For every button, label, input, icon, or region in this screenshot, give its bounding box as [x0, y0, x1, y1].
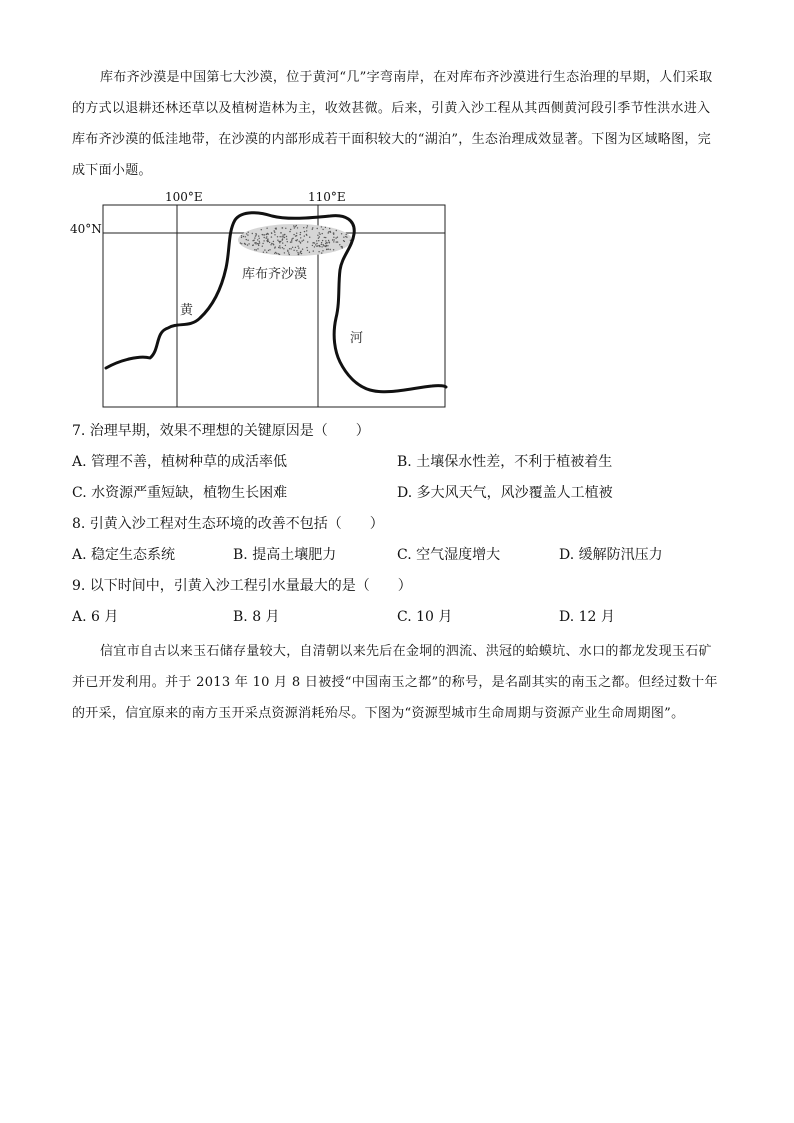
desert-dot [279, 241, 280, 242]
desert-dot [333, 232, 334, 233]
desert-dot [336, 241, 337, 242]
desert-dot [307, 250, 308, 251]
desert-dot [276, 253, 277, 254]
desert-dot [306, 247, 307, 248]
desert-dot [336, 230, 337, 231]
desert-dot [261, 229, 262, 230]
lon-110e-label: 110°E [308, 190, 346, 204]
q8-option-c[interactable]: C. 空气湿度增大 [397, 547, 501, 563]
desert-dot [266, 228, 267, 229]
desert-dot [286, 236, 287, 237]
desert-dot [247, 240, 248, 241]
desert-dot [343, 237, 344, 238]
desert-dot [282, 247, 283, 248]
desert-dot [245, 236, 246, 237]
desert-dot [300, 251, 301, 252]
desert-dot [275, 228, 276, 229]
desert-dot [297, 246, 298, 247]
desert-dot [284, 237, 285, 238]
desert-dot [322, 229, 323, 230]
region-map [60, 190, 450, 412]
desert-dot [290, 242, 291, 243]
desert-dot [298, 254, 299, 255]
desert-dot [300, 232, 301, 233]
desert-dot [282, 227, 283, 228]
desert-dot [277, 236, 278, 237]
desert-dot [291, 248, 292, 249]
desert-dot [301, 240, 302, 241]
desert-dot [274, 247, 275, 248]
desert-dot [282, 238, 283, 239]
desert-dot [267, 238, 268, 239]
q7-option-a[interactable]: A. 管理不善，植树种草的成活率低 [72, 454, 288, 470]
q9-option-a[interactable]: A. 6 月 [72, 609, 119, 625]
desert-dot [307, 225, 308, 226]
desert-dot [307, 241, 308, 242]
desert-dot [285, 245, 286, 246]
desert-dot [304, 235, 305, 236]
desert-dot [285, 228, 286, 229]
desert-dot [271, 232, 272, 233]
desert-dot [287, 241, 288, 242]
desert-dot [328, 232, 329, 233]
q7-option-c[interactable]: C. 水资源严重短缺，植物生长困难 [72, 485, 288, 501]
passage-1: 库布齐沙漠是中国第七大沙漠，位于黄河“几”字弯南岸，在对库布齐沙漠进行生态治理的早期，人们采取的方式以退耕还林还草以及植树造林为主，收效甚微。后来，引黄入沙工程从其西侧黄河段引季节性洪水进入库布齐沙漠的低洼地带，在沙漠的内部形成若干面积较大的“湖泊”，生态治理成效显著。下图为区域略图，完成下面小题。 [72, 70, 713, 178]
desert-dot [328, 241, 329, 242]
desert-dot [346, 237, 347, 238]
desert-dot [319, 245, 320, 246]
desert-dot [303, 227, 304, 228]
desert-dot [254, 237, 255, 238]
desert-dot [296, 235, 297, 236]
desert-dot [302, 249, 303, 250]
desert-dot [259, 242, 260, 243]
desert-dot [258, 235, 259, 236]
q8-option-b[interactable]: B. 提高土壤肥力 [233, 547, 337, 563]
desert-dot [322, 240, 323, 241]
desert-dot [321, 244, 322, 245]
desert-dot [255, 233, 256, 234]
desert-dot [324, 237, 325, 238]
desert-dot [279, 242, 280, 243]
q9-option-c[interactable]: C. 10 月 [397, 609, 453, 625]
desert-dot [333, 241, 334, 242]
desert-dot [259, 238, 260, 239]
desert-dot [321, 252, 322, 253]
desert-dot [296, 250, 297, 251]
desert-dot [297, 227, 298, 228]
desert-dot [248, 243, 249, 244]
desert-dot [243, 236, 244, 237]
desert-dot [341, 246, 342, 247]
desert-dot [247, 234, 248, 235]
desert-dot [298, 247, 299, 248]
desert-dot [274, 230, 275, 231]
desert-dot [279, 254, 280, 255]
desert-dot [328, 231, 329, 232]
desert-dot [280, 236, 281, 237]
desert-dot [292, 247, 293, 248]
desert-dot [297, 252, 298, 253]
desert-dot [341, 233, 342, 234]
desert-dot [254, 249, 255, 250]
desert-dot [294, 227, 295, 228]
desert-dot [292, 238, 293, 239]
desert-dot [267, 233, 268, 234]
desert-dot [274, 234, 275, 235]
desert-dot [252, 245, 253, 246]
desert-dot [321, 246, 322, 247]
desert-dot [241, 237, 242, 238]
desert-dot [274, 253, 275, 254]
desert-dot [319, 234, 320, 235]
desert-dot [296, 225, 297, 226]
desert-dot [293, 225, 294, 226]
desert-dot [315, 244, 316, 245]
desert-dot [312, 229, 313, 230]
desert-dot [291, 240, 292, 241]
desert-dot [281, 236, 282, 237]
desert-dot [256, 234, 257, 235]
desert-dot [344, 241, 345, 242]
desert-dot [300, 237, 301, 238]
desert-dot [255, 243, 256, 244]
desert-dot [330, 249, 331, 250]
desert-dot [309, 252, 310, 253]
desert-dot [267, 241, 268, 242]
desert-dot [244, 243, 245, 244]
desert-dot [283, 248, 284, 249]
q7-option-b[interactable]: B. 土壤保水性差，不利于植被着生 [397, 454, 613, 470]
desert-dot [279, 247, 280, 248]
desert-dot [337, 241, 338, 242]
desert-dot [300, 242, 301, 243]
desert-dot [289, 231, 290, 232]
desert-dot [262, 246, 263, 247]
desert-dot [282, 234, 283, 235]
desert-dot [282, 242, 283, 243]
desert-dot [321, 226, 322, 227]
desert-dot [309, 237, 310, 238]
desert-dot [277, 240, 278, 241]
desert-dot [342, 247, 343, 248]
desert-dot [327, 245, 328, 246]
desert-dot [266, 252, 267, 253]
desert-dot [316, 243, 317, 244]
desert-dot [271, 243, 272, 244]
desert-dot [295, 247, 296, 248]
desert-dot [257, 248, 258, 249]
desert-dot [323, 245, 324, 246]
desert-dot [319, 232, 320, 233]
q8-option-d[interactable]: D. 缓解防汛压力 [559, 547, 663, 563]
desert-dot [270, 244, 271, 245]
desert-dot [322, 250, 323, 251]
desert-dot [326, 249, 327, 250]
desert-dot [264, 234, 265, 235]
desert-dot [326, 245, 327, 246]
desert-dot [252, 233, 253, 234]
desert-dot [346, 234, 347, 235]
desert-dot [266, 234, 267, 235]
desert-dot [263, 252, 264, 253]
desert-dot [297, 239, 298, 240]
desert-dot [247, 244, 248, 245]
q8-option-a[interactable]: A. 稳定生态系统 [72, 547, 176, 563]
desert-dot [316, 240, 317, 241]
question-7-stem: 7. 治理早期，效果不理想的关键原因是（ ） [72, 423, 370, 439]
q9-option-d[interactable]: D. 12 月 [559, 609, 615, 625]
desert-dot [278, 247, 279, 248]
desert-dot [322, 233, 323, 234]
desert-dot [283, 236, 284, 237]
desert-dot [319, 236, 320, 237]
desert-dot [262, 234, 263, 235]
desert-dot [306, 227, 307, 228]
desert-dot [303, 240, 304, 241]
desert-dot [333, 237, 334, 238]
desert-dot [301, 253, 302, 254]
desert-dot [264, 249, 265, 250]
desert-dot [295, 226, 296, 227]
desert-dot [317, 228, 318, 229]
desert-dot [257, 239, 258, 240]
desert-dot [333, 234, 334, 235]
desert-dot [284, 234, 285, 235]
desert-dot [273, 244, 274, 245]
desert-dot [316, 246, 317, 247]
desert-dot [240, 242, 241, 243]
desert-dot [318, 251, 319, 252]
desert-dot [284, 252, 285, 253]
desert-dot [337, 237, 338, 238]
desert-dot [299, 241, 300, 242]
desert-dot [332, 239, 333, 240]
desert-dot [289, 248, 290, 249]
q7-option-d[interactable]: D. 多大风天气，风沙覆盖人工植被 [397, 485, 613, 501]
kubuqi-desert-stipple [238, 224, 352, 256]
desert-dot [306, 234, 307, 235]
desert-dot [317, 235, 318, 236]
desert-dot [333, 249, 334, 250]
desert-dot [264, 237, 265, 238]
desert-dot [329, 228, 330, 229]
desert-dot [256, 249, 257, 250]
river-char-huang: 黄 [180, 303, 194, 318]
desert-dot [253, 240, 254, 241]
desert-dot [339, 244, 340, 245]
desert-dot [274, 232, 275, 233]
desert-dot [325, 240, 326, 241]
lat-40n-label: 40°N [70, 222, 102, 236]
desert-dot [335, 237, 336, 238]
desert-dot [333, 239, 334, 240]
desert-dot [255, 242, 256, 243]
desert-dot [241, 243, 242, 244]
desert-dot [290, 229, 291, 230]
desert-dot [328, 249, 329, 250]
desert-dot [268, 250, 269, 251]
question-8-stem: 8. 引黄入沙工程对生态环境的改善不包括（ ） [72, 516, 384, 532]
desert-dot [318, 238, 319, 239]
desert-dot [255, 235, 256, 236]
desert-dot [313, 250, 314, 251]
desert-dot [248, 232, 249, 233]
desert-dot [289, 254, 290, 255]
desert-dot [271, 236, 272, 237]
river-char-he: 河 [350, 331, 364, 346]
desert-dot [288, 252, 289, 253]
desert-dot [318, 240, 319, 241]
desert-dot [296, 233, 297, 234]
desert-dot [321, 242, 322, 243]
desert-dot [263, 240, 264, 241]
desert-dot [300, 234, 301, 235]
question-9-stem: 9. 以下时间中，引黄入沙工程引水量最大的是（ ） [72, 578, 412, 594]
desert-dot [291, 241, 292, 242]
desert-dot [293, 234, 294, 235]
q9-option-b[interactable]: B. 8 月 [233, 609, 280, 625]
desert-dot [325, 237, 326, 238]
desert-dot [241, 235, 242, 236]
desert-label: 库布齐沙漠 [242, 267, 308, 282]
desert-dot [328, 240, 329, 241]
desert-dot [266, 238, 267, 239]
desert-dot [269, 242, 270, 243]
desert-dot [269, 249, 270, 250]
desert-dot [312, 245, 313, 246]
desert-dot [280, 232, 281, 233]
desert-dot [287, 251, 288, 252]
desert-dot [273, 241, 274, 242]
desert-dot [258, 243, 259, 244]
desert-dot [324, 245, 325, 246]
desert-dot [304, 231, 305, 232]
desert-dot [246, 239, 247, 240]
desert-dot [279, 245, 280, 246]
desert-dot [313, 242, 314, 243]
desert-dot [293, 250, 294, 251]
passage-2: 信宜市自古以来玉石储存量较大，自清朝以来先后在金垌的泗流、洪冠的蛤蟆坑、水口的都龙发现玉石矿并已开发利用。并于 2013 年 10 月 8 日被授“中国南玉之都”的称号，是名副其实的南玉之都。但经过数十年的开采，信宜原来的南方玉开采点资源消耗殆尽。下图为“资源型城市生命周期与资源产业生命周期图”。 [72, 644, 718, 721]
desert-dot [258, 245, 259, 246]
desert-dot [312, 227, 313, 228]
desert-dot [286, 239, 287, 240]
desert-dot [262, 243, 263, 244]
desert-dot [325, 227, 326, 228]
desert-dot [326, 242, 327, 243]
desert-dot [266, 236, 267, 237]
desert-dot [330, 232, 331, 233]
desert-dot [314, 246, 315, 247]
desert-dot [259, 241, 260, 242]
lon-100e-label: 100°E [165, 190, 203, 204]
desert-dot [246, 233, 247, 234]
desert-dot [306, 230, 307, 231]
